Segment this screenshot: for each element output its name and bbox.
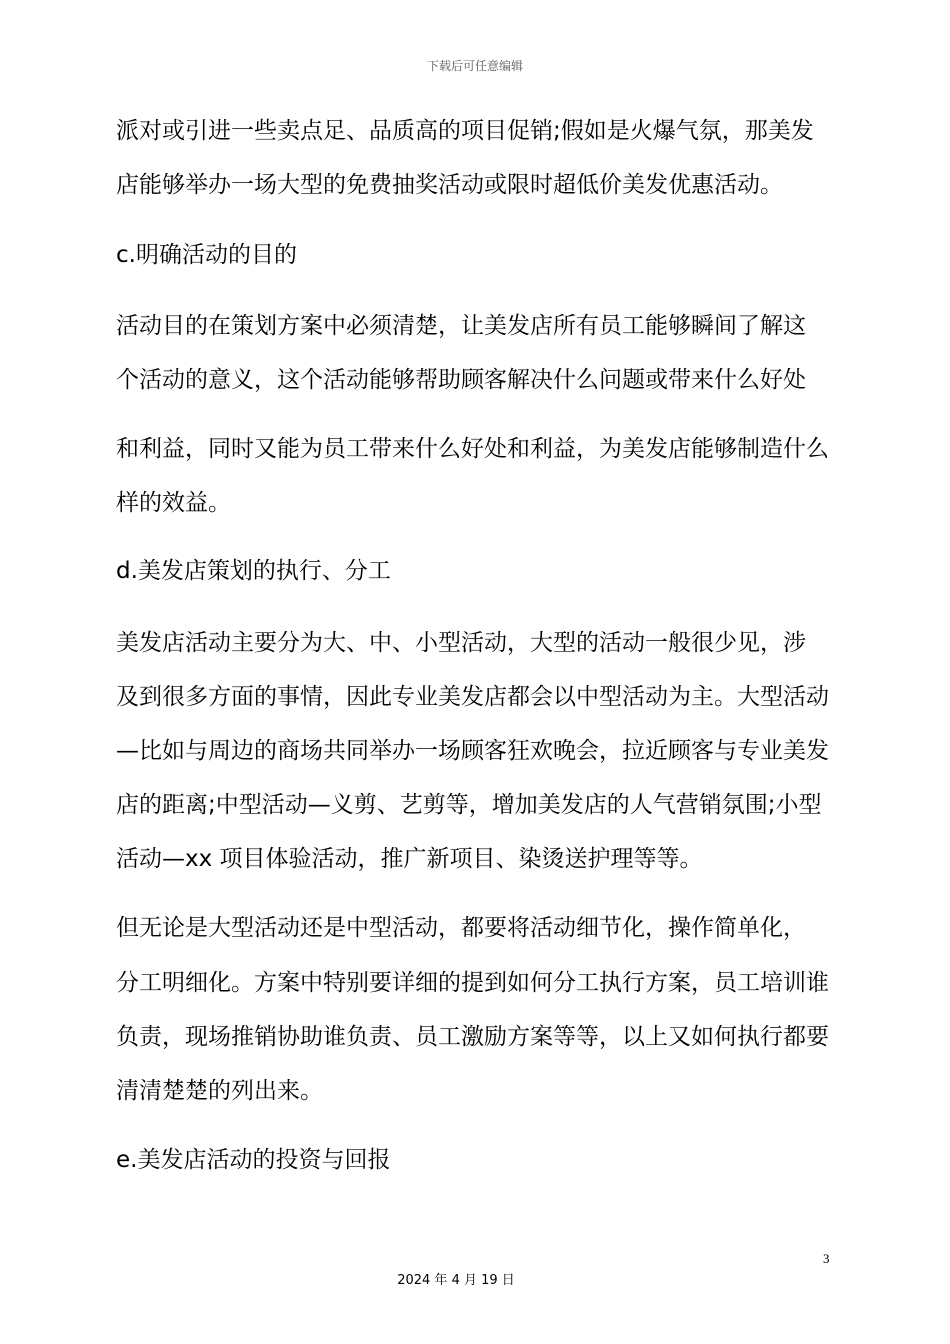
paragraph-line: 分工明细化。方案中特别要详细的提到如何分工执行方案，员工培训谁 <box>116 970 829 996</box>
paragraph-line: —比如与周边的商场共同举办一场顾客狂欢晚会，拉近顾客与专业美发 <box>116 738 829 764</box>
paragraph-line: 负责，现场推销协助谁负责、员工激励方案等等，以上又如何执行都要 <box>116 1024 829 1050</box>
paragraph-line: 和利益，同时又能为员工带来什么好处和利益，为美发店能够制造什么 <box>116 436 829 462</box>
paragraph-line: 样的效益。 <box>116 490 231 516</box>
page-number: 3 <box>823 1251 830 1266</box>
paragraph-line: 店能够举办一场大型的免费抽奖活动或限时超低价美发优惠活动。 <box>116 172 783 198</box>
paragraph-line: 美发店活动主要分为大、中、小型活动，大型的活动一般很少见，涉 <box>116 630 806 656</box>
paragraph-line: 活动—xx 项目体验活动，推广新项目、染烫送护理等等。 <box>116 846 703 872</box>
paragraph-line: 派对或引进一些卖点足、品质高的项目促销;假如是火爆气氛，那美发 <box>116 118 814 144</box>
section-heading-d: d.美发店策划的执行、分工 <box>116 558 391 584</box>
paragraph-line: 但无论是大型活动还是中型活动，都要将活动细节化，操作简单化， <box>116 915 806 941</box>
footer-date: 2024 年 4 月 19 日 <box>397 1273 515 1288</box>
paragraph-line: 店的距离;中型活动—义剪、艺剪等，增加美发店的人气营销氛围;小型 <box>116 792 822 818</box>
section-heading-e: e.美发店活动的投资与回报 <box>116 1147 391 1173</box>
paragraph-line: 清清楚楚的列出来。 <box>116 1078 323 1104</box>
header-note: 下载后可任意编辑 <box>426 59 523 73</box>
paragraph-line: 及到很多方面的事情，因此专业美发店都会以中型活动为主。大型活动 <box>116 684 829 710</box>
paragraph-line: 活动目的在策划方案中必须清楚，让美发店所有员工能够瞬间了解这 <box>116 313 806 339</box>
section-heading-c: c.明确活动的目的 <box>116 242 297 268</box>
paragraph-line: 个活动的意义，这个活动能够帮助顾客解决什么问题或带来什么好处 <box>116 367 806 393</box>
